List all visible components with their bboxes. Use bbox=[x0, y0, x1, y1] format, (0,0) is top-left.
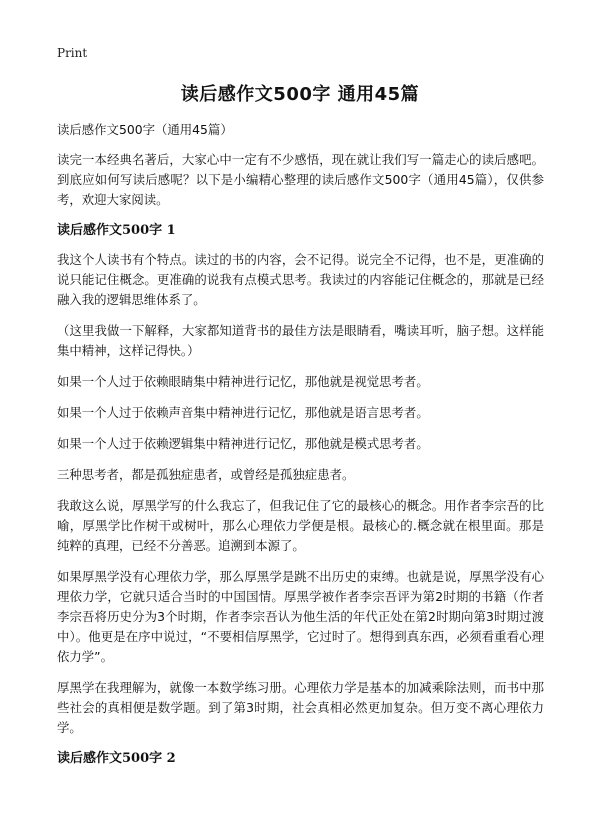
paragraph: 如果一个人过于依赖眼睛集中精神进行记忆，那他就是视觉思考者。 bbox=[57, 374, 429, 389]
intro-paragraph: 读完一本经典名著后，大家心中一定有不少感悟，现在就让我们写一篇走心的读后感吧。到底应如何写读后感呢？以下是小编精心整理的读后感作文500字（通用45篇），仅供参考，欢迎大家阅读。 bbox=[57, 152, 544, 207]
paragraph: 我这个人读书有个特点。读过的书的内容，会不记得。说完全不记得，也不是，更准确的说只能记住概念。更准确的说我有点模式思考。我读过的内容能记住概念的，那就是已经融入我的逻辑思维体系了。 bbox=[57, 252, 544, 307]
document-subtitle: 读后感作文500字（通用45篇） bbox=[57, 122, 233, 137]
paragraph: 如果一个人过于依赖声音集中精神进行记忆，那他就是语言思考者。 bbox=[57, 405, 429, 420]
section-heading-2: 读后感作文500字 2 bbox=[57, 751, 176, 766]
print-link[interactable]: Print bbox=[57, 46, 88, 60]
paragraph: 如果厚黑学没有心理依力学，那么厚黑学是跳不出历史的束缚。也就是说，厚黑学没有心理依力学，它就只适合当时的中国国情。厚黑学被作者李宗吾评为第2时期的书籍（作者李宗吾将历史分为3个时期，作者李宗吾认为他生活的年代正处在第2时期向第3时期过渡中）。他更是在序中说过，“不要相信厚黑学，它过时了。想得到真东西，必须看重看心理依力学”。 bbox=[57, 569, 544, 664]
document-body bbox=[57, 120, 544, 778]
document-title: 读后感作文500字 通用45篇 bbox=[180, 84, 420, 105]
paragraph: 厚黑学在我理解为，就像一本数学练习册。心理依力学是基本的加减乘除法则，而书中那些社会的真相便是数学题。到了第3时期，社会真相必然更加复杂。但万变不离心理依力学。 bbox=[57, 680, 544, 735]
paragraph: 三种思考者，都是孤独症患者，或曾经是孤独症患者。 bbox=[57, 467, 355, 482]
paragraph: （这里我做一下解释，大家都知道背书的最佳方法是眼睛看，嘴读耳听，脑子想。这样能集中精神，这样记得快。） bbox=[57, 323, 544, 358]
paragraph: 如果一个人过于依赖逻辑集中精神进行记忆，那他就是模式思考者。 bbox=[57, 436, 429, 451]
section-heading-1: 读后感作文500字 1 bbox=[57, 223, 176, 238]
paragraph: 我敢这么说，厚黑学写的什么我忘了，但我记住了它的最核心的概念。用作者李宗吾的比喻，厚黑学比作树干或树叶，那么心理依力学便是根。最核心的.概念就在根里面。那是纯粹的真理，已经不分善恶。追溯到本源了。 bbox=[57, 498, 544, 553]
